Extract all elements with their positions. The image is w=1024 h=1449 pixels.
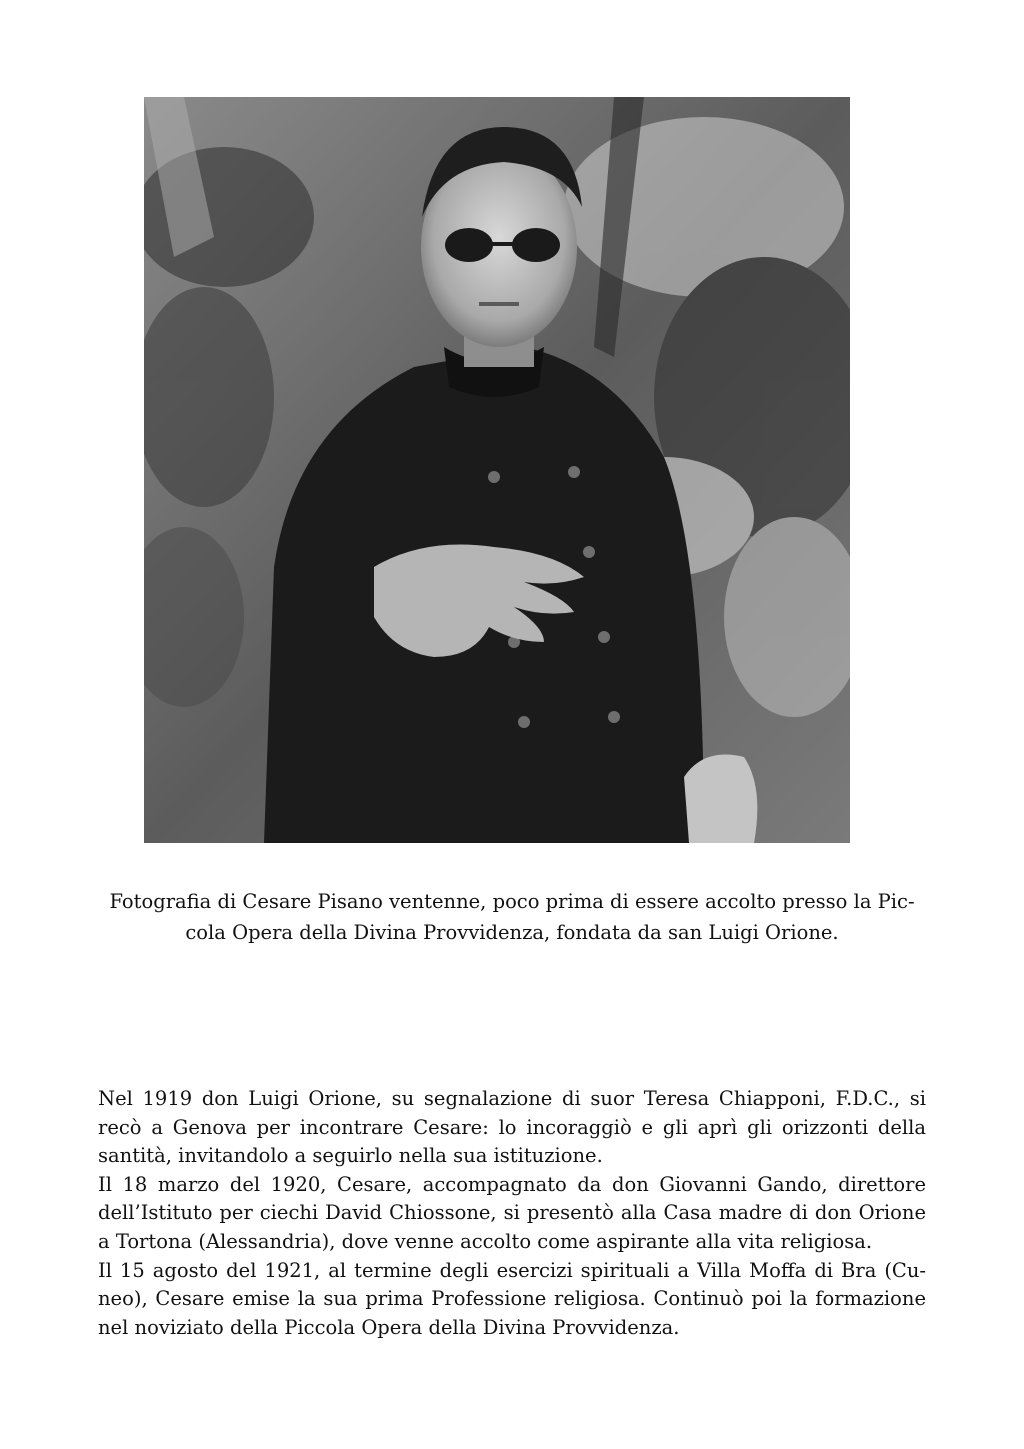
paragraph-1921 <box>98 1257 926 1343</box>
paragraph-1920 <box>98 1171 926 1257</box>
text-line: a Tortona (Alessandria), dove venne accolto come aspirante alla vita religiosa. <box>98 1229 873 1253</box>
portrait-photo <box>144 97 850 843</box>
text-line: Nel 1919 don Luigi Orione, su segnalazione di suor Teresa Chiapponi, F.D.C., si <box>98 1087 926 1110</box>
text-line: Il 18 marzo del 1920, Cesare, accompagnato da don Giovanni Gando, direttore <box>98 1172 926 1196</box>
text-line: nel noviziato della Piccola Opera della Divina Provvidenza. <box>98 1315 680 1339</box>
portrait-illustration <box>144 97 850 843</box>
biography-text <box>98 1085 926 1342</box>
text-line: neo), Cesare emise la sua prima Professione religiosa. Continuò poi la formazione <box>98 1287 926 1311</box>
paragraph-1919 <box>98 1085 926 1171</box>
text-line: Il 15 agosto del 1921, al termine degli esercizi spirituali a Villa Moffa di Bra (Cu- <box>98 1258 926 1282</box>
caption-line: cola Opera della Divina Provvidenza, fondata da san Luigi Orione. <box>185 921 839 944</box>
text-line: santità, invitandolo a seguirlo nella sua istituzione. <box>98 1144 603 1168</box>
text-line: recò a Genova per incontrare Cesare: lo incoraggiò e gli aprì gli orizzonti della <box>98 1115 926 1139</box>
photo-caption <box>98 886 926 948</box>
text-line: dell’Istituto per ciechi David Chiossone, si presentò alla Casa madre di don Orione <box>98 1201 926 1225</box>
caption-line: Fotografia di Cesare Pisano ventenne, poco prima di essere accolto presso la Pic- <box>109 890 915 913</box>
